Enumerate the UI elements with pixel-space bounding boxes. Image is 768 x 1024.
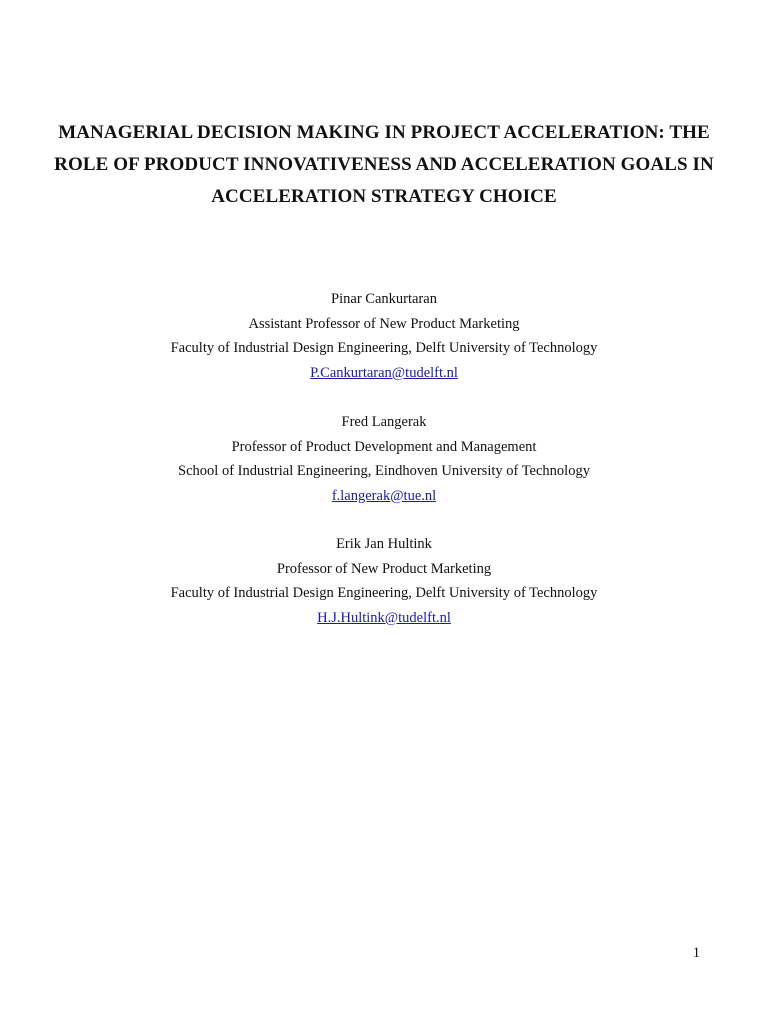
author-name: Pinar Cankurtaran [331, 291, 437, 307]
paper-title [40, 117, 728, 213]
author-affiliation: Faculty of Industrial Design Engineering, Delft University of Technology [170, 340, 598, 356]
author-name: Fred Langerak [341, 414, 427, 430]
author-affiliation: Faculty of Industrial Design Engineering, Delft University of Technology [170, 585, 598, 601]
page-number: 1 [692, 945, 700, 961]
title-line-1: MANAGERIAL DECISION MAKING IN PROJECT ACCELERATION: THE [58, 122, 710, 143]
author-position: Assistant Professor of New Product Marketing [248, 315, 520, 332]
author-email-link[interactable]: H.J.Hultink@tudelft.nl [317, 609, 451, 626]
author-position: Professor of New Product Marketing [276, 560, 492, 577]
author-block-hultink [40, 532, 728, 630]
author-position: Professor of Product Development and Management [231, 438, 537, 455]
author-affiliation: School of Industrial Engineering, Eindhoven University of Technology [178, 463, 590, 479]
author-block-cankurtaran [40, 287, 728, 385]
author-block-langerak [40, 410, 728, 508]
author-name: Erik Jan Hultink [336, 536, 432, 552]
author-email-link[interactable]: f.langerak@tue.nl [331, 487, 437, 504]
title-line-2: ROLE OF PRODUCT INNOVATIVENESS AND ACCELERATION GOALS IN [54, 154, 714, 175]
author-email-link[interactable]: P.Cankurtaran@tudelft.nl [310, 364, 458, 381]
title-line-3: ACCELERATION STRATEGY CHOICE [211, 186, 557, 207]
